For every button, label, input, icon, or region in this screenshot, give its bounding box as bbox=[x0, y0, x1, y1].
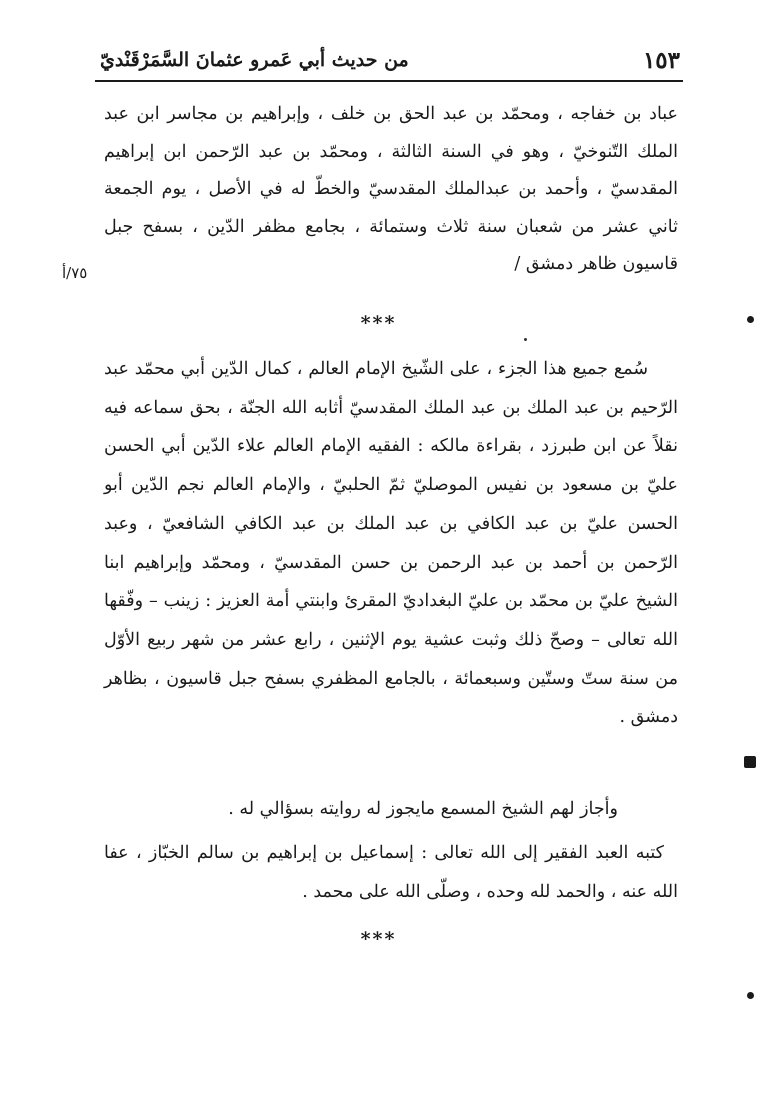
header-rule bbox=[95, 80, 683, 82]
edge-mark bbox=[744, 756, 756, 768]
edge-mark bbox=[747, 992, 754, 999]
page-header bbox=[100, 40, 680, 80]
print-speck bbox=[524, 338, 527, 341]
section-separator: *** bbox=[360, 928, 397, 950]
paragraph-audition-list: عباد بن خفاجه ، ومحمّد بن عبد الحق بن خلف ، وإبراهيم بن مجاسر ابن عبد الملك التّنوخيّ ، وهو في السنة الثالثة ، ومحمّد بن عبد الرّحمن ابن إبراهيم المقدسيّ ، وأحمد بن عبدالملك المقدسيّ والخطّ له في الأصل ، يوم الجمعة ثاني عشر من شعبان سنة ثلاث وستمائة ، بجامع مظفر الدّين ، بسفح جبل قاسيون ظاهر دمشق / bbox=[104, 104, 678, 274]
edge-mark bbox=[747, 316, 754, 323]
paragraph-colophon: كتبه العبد الفقير إلى الله تعالى : إسماعيل بن إبراهيم بن سالم الخبّاز ، عفا الله عنه ، والحمد لله وحده ، وصلّى الله على محمد . bbox=[104, 843, 678, 902]
paragraph-ijaza: وأجاز لهم الشيخ المسمع مايجوز له روايته بسؤالي له . bbox=[228, 799, 618, 819]
running-title: من حديث أبي عَمرو عثمانَ السَّمَرْقَنْديّ bbox=[100, 49, 409, 71]
page-number: ١٥٣ bbox=[642, 46, 680, 74]
manuscript-folio-note: ٧٥/أ bbox=[62, 264, 88, 282]
paragraph-sama-record: سُمع جميع هذا الجزء ، على الشّيخ الإمام العالم ، كمال الدّين أبي محمّد عبد الرّحيم بن عبد الملك بن عبد الملك المقدسيّ أثابه الله الجنّة ، بحق سماعه فيه نقلاً عن ابن طبرزد ، بقراءة مالكه : الفقيه الإمام العالم علاء الدّين أبي الحسن عليّ بن مسعود بن نفيس الموصليّ ثمّ الحلبيّ ، والإمام العالم نجم الدّين أبو الحسن عليّ بن عبد الكافي بن عبد الملك بن عبد الكافي الشافعيّ ، وعبد الرّحمن بن أحمد بن عبد الرحمن بن حسن المقدسيّ ، ومحمّد وإبراهيم ابنا الشيخ عليّ بن محمّد بن عليّ البغداديّ المقرئ وابنتي أمة العزيز : زينب – وفّقها الله تعالى – وصحّ ذلك وثبت عشية يوم الإثنين ، رابع عشر من شهر ربيع الأوّل من سنة ستّ وستّين وسبعمائة ، بالجامع المظفري بسفح جبل قاسيون ، بظاهر دمشق . bbox=[104, 359, 678, 728]
section-separator: *** bbox=[360, 312, 397, 334]
